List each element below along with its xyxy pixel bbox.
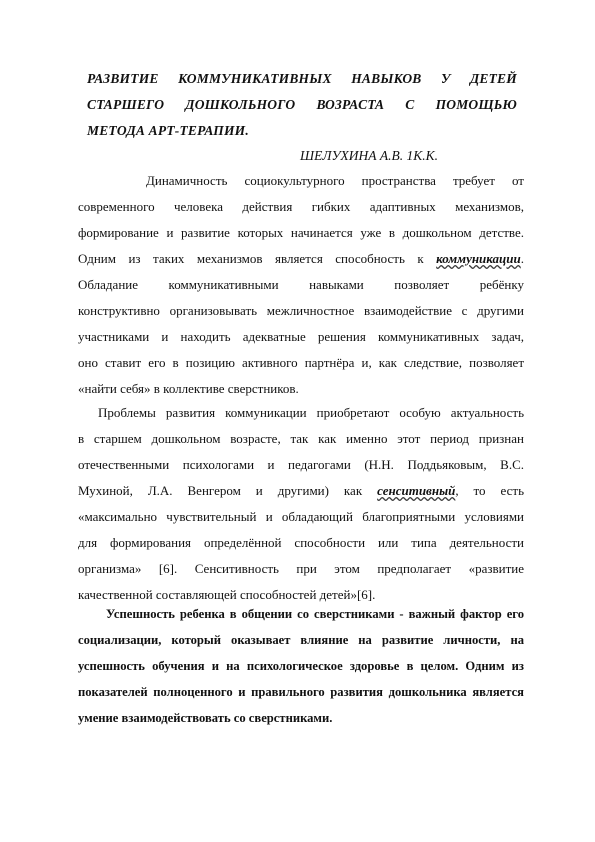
paragraph-line: «найти себя» в коллективе сверстников. [78,381,299,396]
title-word: С [405,97,415,112]
title-line-2 [87,92,517,118]
paragraph-line: «максимально чувствительный и обладающий благоприятными условиями [78,509,524,524]
title-line-1 [87,66,517,92]
paragraph-line: участниками и находить адекватные решения коммуникативных задач, [78,329,524,344]
paragraph-line: Проблемы развития коммуникации приобретают особую актуальность [98,405,524,420]
title-word: У [440,71,451,86]
paragraph-line: конструктивно организовывать межличностное взаимодействие с другими [78,303,524,318]
paragraph-line: Одним из таких механизмов является способность к коммуникации. [78,251,524,266]
paragraph-line: организма» [6]. Сенситивность при этом предполагает «развитие [78,561,524,576]
paragraph-line: Успешность ребенка в общении со сверстниками - важный фактор его [106,607,524,621]
title-word: ДЕТЕЙ [469,71,517,86]
paragraph-1 [78,168,524,402]
paragraph-line: Мухиной, Л.А. Венгером и другими) как сенситивный, то есть [78,483,525,498]
emphasis-term: коммуникации [436,251,521,266]
paragraph-2 [78,400,524,608]
paragraph-line: современного человека действия гибких адаптивных механизмов, [78,199,524,214]
paragraph-line: оно ставит его в позицию активного партнёра и, как следствие, позволяет [78,355,524,370]
paragraph-line: в старшем дошкольном возрасте, так как именно этот период признан [78,431,524,446]
title-word: СТАРШЕГО [87,97,165,112]
author-line: ШЕЛУХИНА А.В. 1К.К. [300,148,438,163]
paragraph-line: для формирования определённой способности или типа деятельности [78,535,524,550]
paragraph-line: отечественными психологами и педагогами (Н.Н. Поддьяковым, В.С. [78,457,524,472]
title-word: МЕТОДА АРТ-ТЕРАПИИ. [87,123,249,138]
title-word: ПОМОЩЬЮ [435,97,517,112]
title-word: НАВЫКОВ [351,71,422,86]
paragraph-line: Динамичность социокультурного пространства требует от [146,173,524,188]
paragraph-line: успешность обучения и на психологическое здоровье в целом. Одним из [78,659,524,673]
title-word: РАЗВИТИЕ [87,71,159,86]
title-word: ДОШКОЛЬНОГО [185,97,296,112]
paragraph-line: формирование и развитие которых начинается уже в дошкольном детстве. [78,225,524,240]
paragraph-3 [78,601,524,731]
paragraph-line: умение взаимодействовать со сверстниками. [78,711,333,725]
paragraph-line: показателей полноценного и правильного развития дошкольника является [78,685,524,699]
title-word: КОММУНИКАТИВНЫХ [178,71,332,86]
title-word: ВОЗРАСТА [316,97,385,112]
paragraph-line: качественной составляющей способностей детей»[6]. [78,587,376,602]
document-title [87,66,517,144]
paragraph-line: социализации, который оказывает влияние на развитие личности, на [78,633,524,647]
paragraph-line: Обладание коммуникативными навыками позволяет ребёнку [78,277,524,292]
emphasis-term: сенситивный [377,483,456,498]
title-line-3 [87,118,517,144]
